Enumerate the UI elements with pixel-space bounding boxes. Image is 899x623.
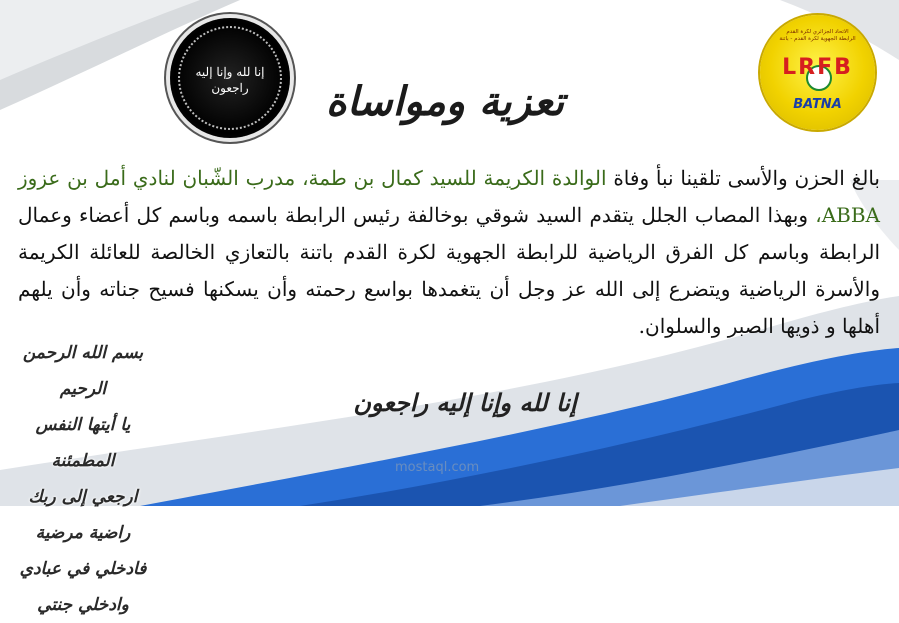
watermark: mostaql.com bbox=[395, 460, 480, 475]
message-intro: بالغ الحزن والأسى تلقينا نبأ وفاة bbox=[606, 166, 880, 190]
quran-verses bbox=[8, 335, 158, 623]
verse-line: يا أيتها النفس المطمئنة bbox=[35, 415, 131, 471]
condolence-medallion bbox=[170, 18, 290, 138]
verse-line: ارجعي إلى ربك راضية مرضية bbox=[28, 487, 138, 543]
page-title: تعزية ومواساة bbox=[325, 78, 565, 125]
logo-federation-text bbox=[768, 29, 867, 43]
logo-city: BATNA bbox=[793, 97, 842, 112]
logo-top-line-2: الرابطة الجهوية لكرة القدم - باتنة bbox=[779, 36, 856, 42]
verse-line: بسم الله الرحمن الرحيم bbox=[22, 343, 144, 399]
message-highlight: الوالدة الكريمة للسيد كمال بن طمة، مدرب الشّبان لنادي أمل بن عزوز ABBA، bbox=[18, 166, 880, 227]
medallion-line-2: راجعون bbox=[211, 81, 249, 95]
medallion-calligraphy bbox=[170, 64, 290, 96]
league-logo bbox=[760, 15, 875, 130]
logo-letters: LRFB bbox=[782, 55, 853, 80]
closing-calligraphy: إنا لله وإنا إليه راجعون bbox=[353, 388, 577, 417]
medallion-line-1: إنا لله وإنا إليه bbox=[195, 65, 265, 79]
message-body: وبهذا المصاب الجلل يتقدم السيد شوقي بوخالفة رئيس الرابطة باسمه وباسم كل أعضاء وعمال الرابطة وباسم كل الفرق الرياضية للرابطة الجهوية لكرة القدم باتنة بالتعازي الخالصة للعائلة الكريمة والأسرة الرياضية ويتضرع إلى الله عز وجل أن يتغمدها بواسع رحمته وأن يسكنها فسيح جناته وأن يلهم أهلها و ذويها الصبر والسلوان. bbox=[18, 203, 880, 338]
verse-line: فادخلي في عبادي وادخلي جنتي bbox=[19, 559, 147, 615]
logo-top-line-1: الاتحاد الجزائري لكرة القدم bbox=[786, 29, 849, 35]
condolence-message bbox=[18, 160, 880, 345]
